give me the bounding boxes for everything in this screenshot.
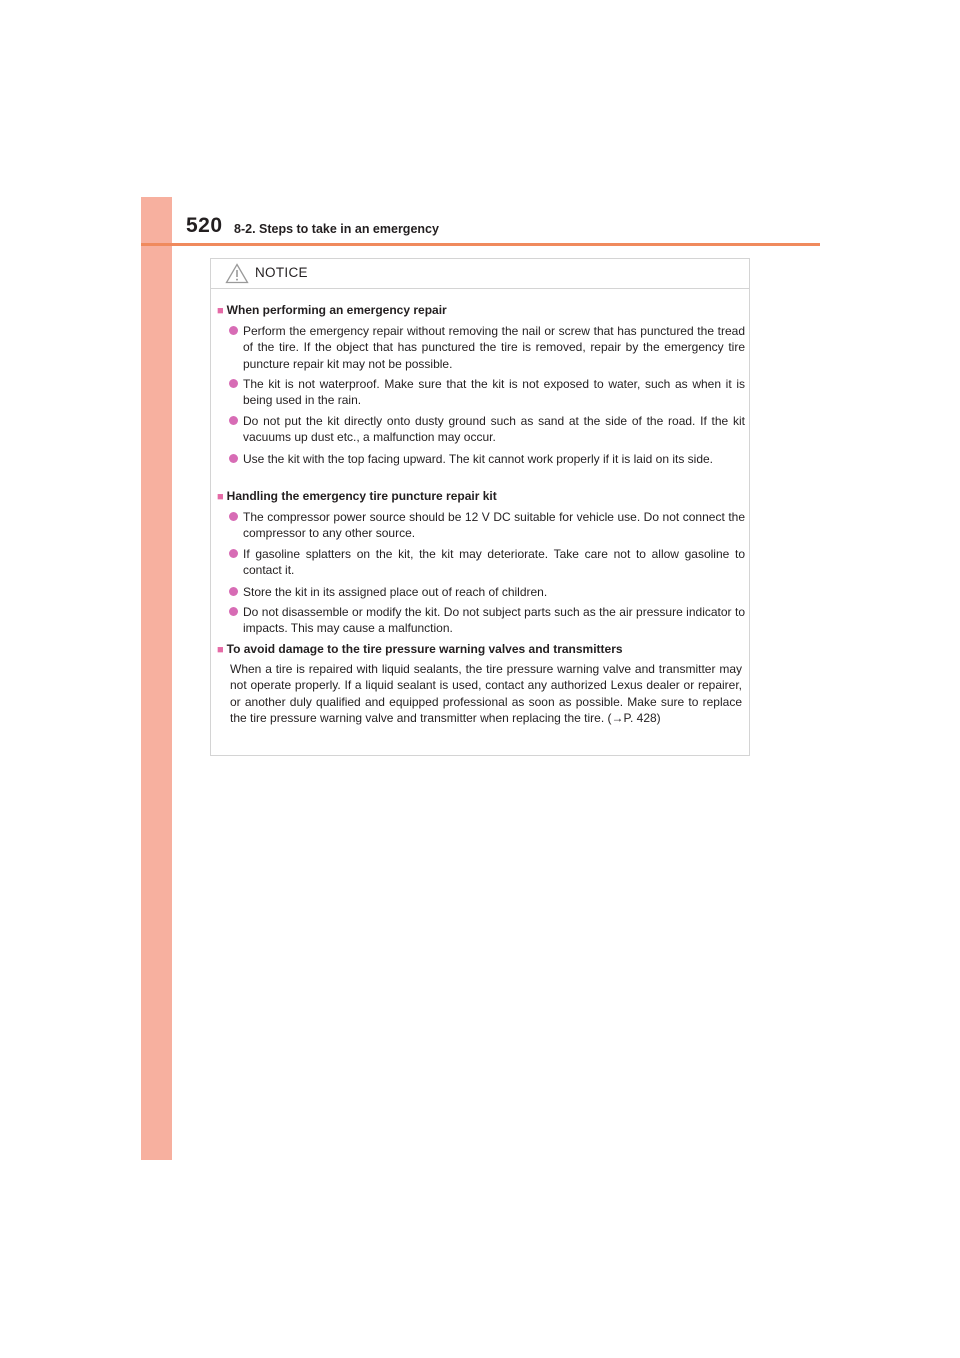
header-rule	[141, 243, 820, 246]
list-item: Do not put the kit directly onto dusty ground such as sand at the side of the road. If the kit vacuums up dust etc., a malfunction may occur.	[230, 413, 745, 446]
list-item: Perform the emergency repair without removing the nail or screw that has punctured the tread of the tire. If the object that has punctured the tire is removed, repair by the emergency tire puncture repair kit may not be possible.	[230, 323, 745, 372]
bullet-dot-icon	[229, 326, 238, 335]
bullet-dot-icon	[229, 587, 238, 596]
page-number: 520	[186, 214, 223, 237]
bullet-dot-icon	[229, 379, 238, 388]
section-paragraph: When a tire is repaired with liquid sealants, the tire pressure warning valve and transmitter may not operate properly. If a liquid sealant is used, contact any authorized Lexus dealer or repairer, or another duly qualified and equipped professional as soon as possible. Make sure to replace the tire pressure warning valve and transmitter when replacing the tire. (→P. 428)	[230, 662, 742, 725]
section-heading: ■ To avoid damage to the tire pressure warning valves and transmitters	[217, 642, 623, 656]
bullet-dot-icon	[229, 512, 238, 521]
bullet-dot-icon	[229, 416, 238, 425]
section-title: 8-2. Steps to take in an emergency	[234, 222, 439, 236]
list-item: If gasoline splatters on the kit, the kit may deteriorate. Take care not to allow gasoline to contact it.	[230, 546, 745, 579]
section-heading: ■ Handling the emergency tire puncture repair kit	[217, 489, 497, 503]
list-item: Use the kit with the top facing upward. The kit cannot work properly if it is laid on its side.	[230, 451, 745, 467]
heading-square-icon: ■	[217, 644, 224, 656]
heading-square-icon: ■	[217, 305, 224, 317]
section-heading: ■ When performing an emergency repair	[217, 303, 447, 317]
bullet-dot-icon	[229, 454, 238, 463]
list-item: The kit is not waterproof. Make sure that the kit is not exposed to water, such as when it is being used in the rain.	[230, 376, 745, 409]
chapter-side-tab	[141, 197, 172, 1160]
notice-header	[211, 259, 749, 289]
list-item: Store the kit in its assigned place out of reach of children.	[230, 584, 745, 600]
bullet-dot-icon	[229, 607, 238, 616]
warning-triangle-icon	[225, 263, 249, 284]
heading-square-icon: ■	[217, 491, 224, 503]
list-item: The compressor power source should be 12 V DC suitable for vehicle use. Do not connect the compressor to any other source.	[230, 509, 745, 542]
notice-box	[210, 258, 750, 756]
notice-title: NOTICE	[255, 265, 308, 280]
bullet-dot-icon	[229, 549, 238, 558]
list-item: Do not disassemble or modify the kit. Do not subject parts such as the air pressure indicator to impacts. This may cause a malfunction.	[230, 604, 745, 637]
